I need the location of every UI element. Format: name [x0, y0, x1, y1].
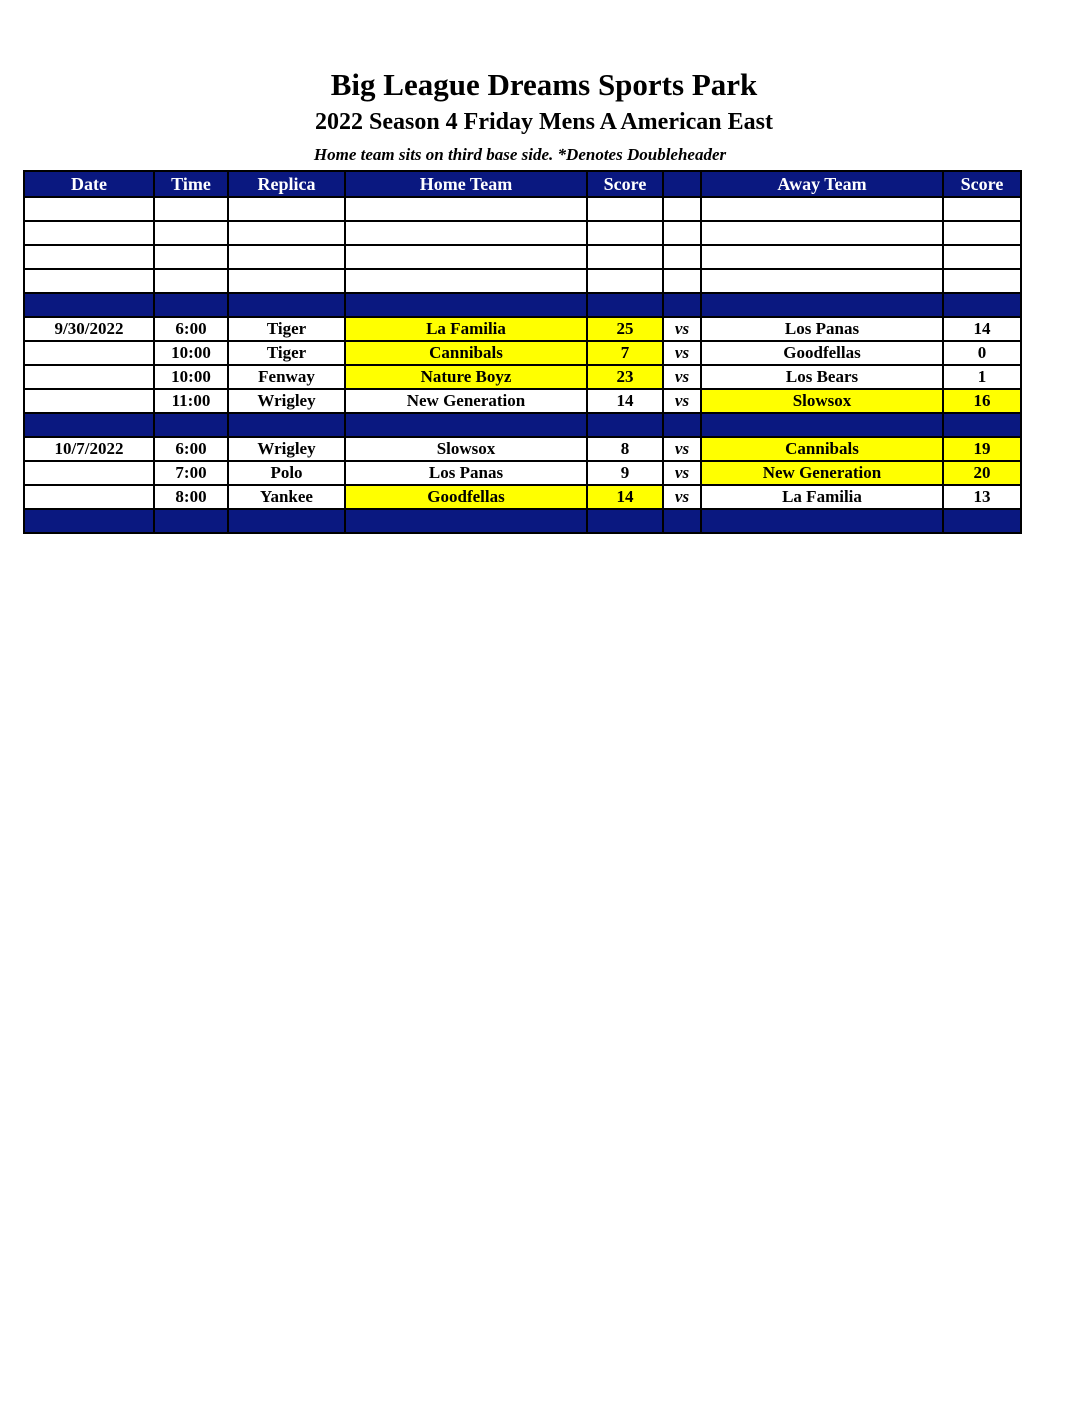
- home-score-cell: 7: [587, 341, 663, 365]
- separator-cell: [228, 509, 345, 533]
- home-score-cell: 25: [587, 317, 663, 341]
- empty-cell: [587, 245, 663, 269]
- time-cell: 6:00: [154, 317, 228, 341]
- replica-cell: Tiger: [228, 341, 345, 365]
- empty-cell: [228, 245, 345, 269]
- separator-cell: [663, 293, 701, 317]
- home-team-cell: Nature Boyz: [345, 365, 587, 389]
- empty-cell: [663, 197, 701, 221]
- page-subtitle: 2022 Season 4 Friday Mens A American East: [314, 109, 773, 135]
- schedule-table: [23, 170, 1022, 534]
- col-header-home-score: Score: [587, 171, 663, 197]
- separator-cell: [24, 413, 154, 437]
- home-score-cell: 14: [587, 389, 663, 413]
- game-row: [24, 485, 1021, 509]
- empty-cell: [228, 221, 345, 245]
- vs-cell: vs: [663, 365, 701, 389]
- home-team-cell: New Generation: [345, 389, 587, 413]
- empty-cell: [701, 221, 943, 245]
- time-cell: 6:00: [154, 437, 228, 461]
- date-cell: 9/30/2022: [24, 317, 154, 341]
- separator-cell: [228, 413, 345, 437]
- game-row: [24, 317, 1021, 341]
- date-cell: [24, 461, 154, 485]
- empty-cell: [228, 269, 345, 293]
- away-score-cell: 20: [943, 461, 1021, 485]
- time-cell: 10:00: [154, 365, 228, 389]
- separator-cell: [587, 509, 663, 533]
- empty-cell: [943, 221, 1021, 245]
- home-team-cell: Cannibals: [345, 341, 587, 365]
- separator-cell: [587, 413, 663, 437]
- separator-row: [24, 293, 1021, 317]
- home-score-cell: 8: [587, 437, 663, 461]
- separator-cell: [154, 293, 228, 317]
- vs-cell: vs: [663, 461, 701, 485]
- empty-cell: [587, 269, 663, 293]
- empty-cell: [701, 197, 943, 221]
- away-score-cell: 19: [943, 437, 1021, 461]
- separator-cell: [587, 293, 663, 317]
- home-score-cell: 9: [587, 461, 663, 485]
- col-header-home-team: Home Team: [345, 171, 587, 197]
- empty-cell: [345, 245, 587, 269]
- empty-row: [24, 197, 1021, 221]
- date-cell: 10/7/2022: [24, 437, 154, 461]
- home-team-cell: Los Panas: [345, 461, 587, 485]
- game-row: [24, 341, 1021, 365]
- vs-cell: vs: [663, 437, 701, 461]
- empty-cell: [154, 221, 228, 245]
- separator-cell: [345, 413, 587, 437]
- game-row: [24, 437, 1021, 461]
- empty-cell: [228, 197, 345, 221]
- separator-cell: [701, 413, 943, 437]
- home-team-cell: Slowsox: [345, 437, 587, 461]
- date-cell: [24, 341, 154, 365]
- header-row: [24, 171, 1021, 197]
- empty-cell: [154, 269, 228, 293]
- empty-row: [24, 221, 1021, 245]
- separator-cell: [663, 413, 701, 437]
- away-team-cell: Los Bears: [701, 365, 943, 389]
- time-cell: 11:00: [154, 389, 228, 413]
- away-score-cell: 14: [943, 317, 1021, 341]
- replica-cell: Fenway: [228, 365, 345, 389]
- empty-cell: [345, 269, 587, 293]
- home-team-cell: La Familia: [345, 317, 587, 341]
- date-cell: [24, 389, 154, 413]
- separator-cell: [943, 293, 1021, 317]
- vs-cell: vs: [663, 389, 701, 413]
- empty-cell: [345, 197, 587, 221]
- date-cell: [24, 365, 154, 389]
- vs-cell: vs: [663, 485, 701, 509]
- time-cell: 10:00: [154, 341, 228, 365]
- separator-row: [24, 509, 1021, 533]
- empty-row: [24, 245, 1021, 269]
- vs-cell: vs: [663, 317, 701, 341]
- empty-cell: [701, 269, 943, 293]
- away-team-cell: Los Panas: [701, 317, 943, 341]
- away-score-cell: 0: [943, 341, 1021, 365]
- empty-cell: [154, 197, 228, 221]
- empty-cell: [663, 245, 701, 269]
- empty-row: [24, 269, 1021, 293]
- home-score-cell: 23: [587, 365, 663, 389]
- empty-cell: [24, 245, 154, 269]
- empty-cell: [345, 221, 587, 245]
- col-header-replica: Replica: [228, 171, 345, 197]
- replica-cell: Wrigley: [228, 437, 345, 461]
- col-header-date: Date: [24, 171, 154, 197]
- away-score-cell: 13: [943, 485, 1021, 509]
- separator-cell: [345, 293, 587, 317]
- away-score-cell: 16: [943, 389, 1021, 413]
- empty-cell: [943, 245, 1021, 269]
- separator-cell: [345, 509, 587, 533]
- schedule-note: Home team sits on third base side. *Denotes Doubleheader: [313, 145, 727, 164]
- empty-cell: [24, 197, 154, 221]
- page-title: Big League Dreams Sports Park: [330, 67, 758, 102]
- empty-cell: [24, 269, 154, 293]
- empty-cell: [154, 245, 228, 269]
- schedule-body: [24, 197, 1021, 533]
- empty-cell: [587, 221, 663, 245]
- separator-cell: [663, 509, 701, 533]
- home-score-cell: 14: [587, 485, 663, 509]
- separator-cell: [701, 293, 943, 317]
- time-cell: 8:00: [154, 485, 228, 509]
- away-score-cell: 1: [943, 365, 1021, 389]
- vs-cell: vs: [663, 341, 701, 365]
- empty-cell: [663, 221, 701, 245]
- away-team-cell: New Generation: [701, 461, 943, 485]
- game-row: [24, 365, 1021, 389]
- separator-cell: [24, 509, 154, 533]
- away-team-cell: Cannibals: [701, 437, 943, 461]
- replica-cell: Yankee: [228, 485, 345, 509]
- col-header-vs: [663, 171, 701, 197]
- separator-row: [24, 413, 1021, 437]
- separator-cell: [228, 293, 345, 317]
- date-cell: [24, 485, 154, 509]
- separator-cell: [154, 509, 228, 533]
- col-header-time: Time: [154, 171, 228, 197]
- empty-cell: [701, 245, 943, 269]
- empty-cell: [943, 269, 1021, 293]
- replica-cell: Polo: [228, 461, 345, 485]
- game-row: [24, 389, 1021, 413]
- col-header-away-team: Away Team: [701, 171, 943, 197]
- col-header-away-score: Score: [943, 171, 1021, 197]
- separator-cell: [154, 413, 228, 437]
- separator-cell: [943, 413, 1021, 437]
- empty-cell: [943, 197, 1021, 221]
- empty-cell: [663, 269, 701, 293]
- away-team-cell: La Familia: [701, 485, 943, 509]
- game-row: [24, 461, 1021, 485]
- home-team-cell: Goodfellas: [345, 485, 587, 509]
- separator-cell: [701, 509, 943, 533]
- separator-cell: [24, 293, 154, 317]
- replica-cell: Tiger: [228, 317, 345, 341]
- replica-cell: Wrigley: [228, 389, 345, 413]
- separator-cell: [943, 509, 1021, 533]
- empty-cell: [587, 197, 663, 221]
- time-cell: 7:00: [154, 461, 228, 485]
- empty-cell: [24, 221, 154, 245]
- away-team-cell: Slowsox: [701, 389, 943, 413]
- away-team-cell: Goodfellas: [701, 341, 943, 365]
